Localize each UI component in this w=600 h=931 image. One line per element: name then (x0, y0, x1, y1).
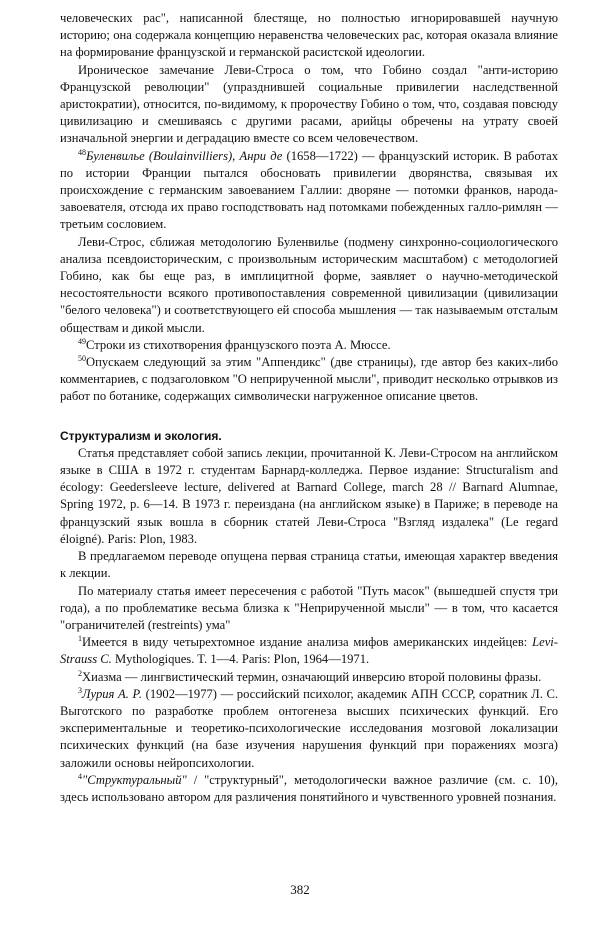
paragraph-material: По материалу статья имеет пересечения с работой "Путь масок" (вышедшей спустя три года), а по проблематике весьма близка к "Неприрученной мысли" — в том, что касается "ограничителей (restreints) ума" (60, 583, 558, 632)
footnote-text: (1658—1722) — французский историк. В работах по истории Франции пытался обосновать привилегии дворянства, связывая их происхождение с германским завоеванием Галлии: дворяне — потомки франков, народа-завоевателя, отсюда их право господствовать над потомками побежденных галло-римлян — третьим сословием. (60, 148, 558, 232)
footnote-number: 48 (78, 147, 86, 157)
footnote-term: "Структуральный" (82, 772, 187, 787)
footnote-48 (60, 148, 558, 234)
paragraph-irony: Ироническое замечание Леви-Строса о том, что Гобино создал "анти-историю Французской революции" (упразднившей социальные привилегии наследственной аристократии), относится, по-видимому, к пророчеству Гобино о том, что, создавая повсюду цивилизацию и смешиваясь с другими расами, арийцы обречены на утрату своей изначальной энергии и деградацию вместе со всем человечеством. (60, 62, 558, 146)
paragraph-translation-note: В предлагаемом переводе опущена первая страница статьи, имеющая характер введения к лекции. (60, 549, 558, 581)
footnote-number: 2 (78, 668, 82, 678)
footnote-text: / "структурный", методологически важное различие (см. с. 10), здесь использовано автором для различения понятийного и чувственного уровней познания. (60, 772, 558, 804)
footnote-author: Levi-Strauss C. (60, 635, 558, 667)
footnote-2 (60, 669, 558, 686)
footnote-text-cont: Mythologiques. T. 1—4. Paris: Plon, 1964—1971. (111, 652, 370, 667)
footnote-number: 50 (78, 353, 86, 363)
footnote-name: Лурия А. Р. (82, 686, 143, 701)
paragraph-top: человеческих рас", написанной блестяще, но полностью игнорировавшей научную историю; она содержала концепцию неравенства человеческих рас, которая оказала влияние на формирование французской и германской расистской идеологии. (60, 11, 558, 60)
footnote-text: Имеется в виду четырехтомное издание анализа мифов американских индейцев: (82, 635, 533, 650)
footnote-4 (60, 772, 558, 806)
page-body (60, 10, 558, 806)
footnote-text: Строки из стихотворения французского поэта А. Мюссе. (86, 337, 391, 352)
paragraph-article-info: Статья представляет собой запись лекции, прочитанной К. Леви-Стросом на английском языке в США в 1972 г. студентам Барнард-колледжа. Первое издание: Structuralism and écology: Geedersleeve lecture, delivered at Barnard College, march 28 // Barnard Alumnae, Spring 1972, p. 6—14. В 1973 г. переиздана (на английском языке) в Париже; в переводе на французский язык вошла в сборник статей Леви-Строса "Взгляд издалека" (Le regard éloigné). Paris: Plon, 1983. (60, 445, 558, 546)
footnote-number: 4 (78, 771, 82, 781)
page-number: 382 (290, 882, 310, 897)
paragraph-levi-strauss: Леви-Строс, сближая методологию Буленвилье (подмену синхронно-социологического анализа псевдоисторическим, с произвольным историческим масштабом) с методологией Гобино, как бы еще раз, в имплицитной форме, заявляет о научно-методической несостоятельности всякого противопоставления современной цивилизации (цивилизации "белого человека") и соответствующего ей способа мышления — так называемым отсталым обществам и дикой мысли. (60, 234, 558, 335)
footnote-1 (60, 634, 558, 668)
footnote-text: Опускаем следующий за этим "Аппендикс" (две страницы), где автор без каких-либо комментариев, с подзаголовком "О неприрученной мысли", приводит несколько отрывков из работ по ботанике, содержащих символически нагруженное описание цветов. (60, 355, 558, 404)
footnote-name: Буленвилье (Boulainvilliers), Анри де (86, 148, 283, 163)
footnote-text: (1902—1977) — российский психолог, академик АПН СССР, соратник Л. С. Выготского по разработке проблем онтогенеза высших психических функций. Его экспериментальные и теоретико-психологические исследования мозговой локализации психических функций (на базе изучения нарушения функций при поражениях мозга) заложили основы нейропсихологии. (60, 686, 558, 770)
footnote-text: Хиазма — лингвистический термин, означающий инверсию второй половины фразы. (82, 669, 542, 684)
footnote-49 (60, 337, 558, 354)
section-heading: Структурализм и экология. (60, 428, 222, 443)
footnote-3 (60, 686, 558, 772)
footnote-number: 3 (78, 685, 82, 695)
footnote-number: 49 (78, 336, 86, 346)
footnote-50 (60, 354, 558, 406)
footnote-number: 1 (78, 633, 82, 643)
